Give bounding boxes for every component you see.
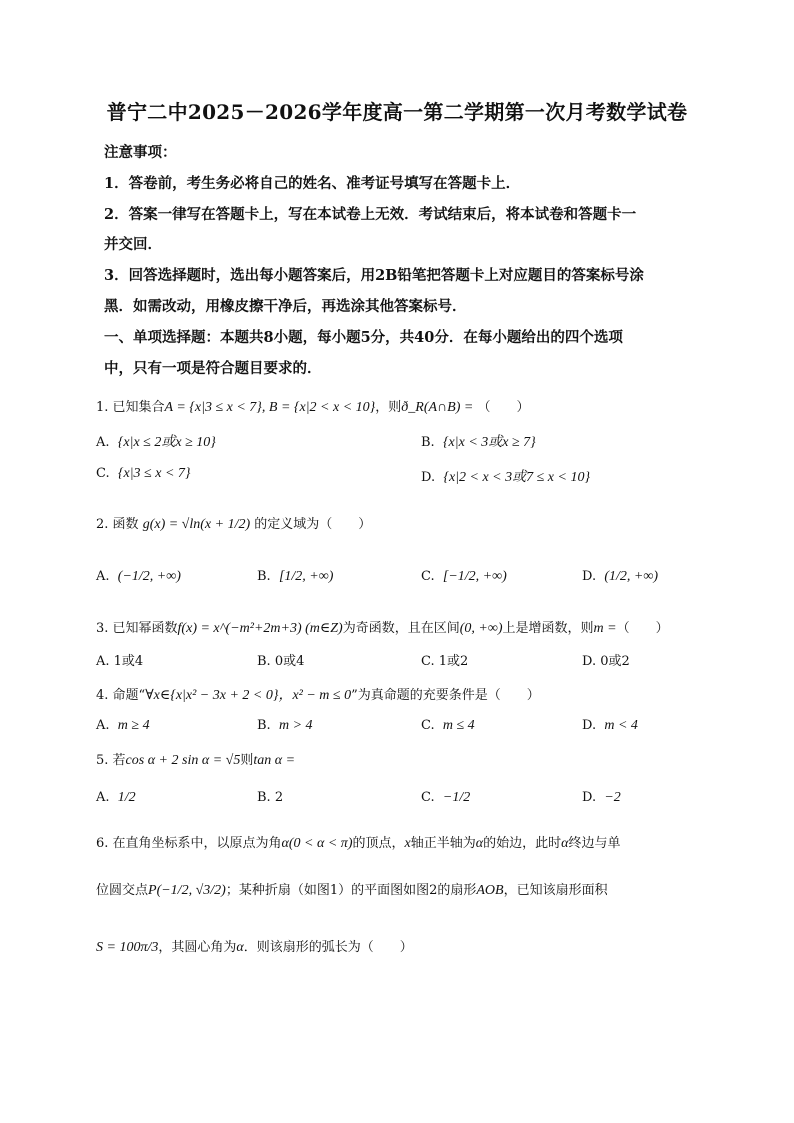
q3-option-a[interactable]: A. 1或4 xyxy=(96,654,144,669)
q4-option-b[interactable] xyxy=(257,718,313,734)
option-text: {x|3 ≤ x < 7} xyxy=(117,466,191,481)
q1-option-d[interactable] xyxy=(421,466,590,486)
q5-option-b[interactable]: B. 2 xyxy=(257,790,284,805)
option-text: m ≥ 4 xyxy=(117,718,150,733)
q4-stem: 4. 命题“ xyxy=(96,688,146,703)
q3-option-d[interactable]: D. 0或2 xyxy=(582,654,630,669)
notice-item-2-cont: 并交回． xyxy=(104,236,162,253)
option-text: m > 4 xyxy=(278,718,313,733)
q4-option-d[interactable] xyxy=(582,718,638,734)
option-text: m ≤ 4 xyxy=(442,718,475,733)
q6-sector-name: AOB xyxy=(476,883,504,898)
q6-text: ；某种折扇（如图1）的平面图如图2的扇形 xyxy=(225,883,477,898)
option-text: −1/2 xyxy=(442,790,471,805)
q6-text: ．则该扇形的弧长为（ ） xyxy=(243,940,413,955)
q1-option-c[interactable] xyxy=(96,466,191,482)
q3-option-b[interactable]: B. 0或4 xyxy=(257,654,305,669)
q3-interval: (0, +∞) xyxy=(459,621,503,636)
q6-x-var: x xyxy=(404,836,411,851)
option-text: [−1/2, +∞) xyxy=(442,569,507,584)
question-6-line-3 xyxy=(96,936,413,956)
q2-stem: 2. 函数 xyxy=(96,517,139,532)
notice-heading: 注意事项： xyxy=(104,144,177,161)
q3-stem: 3. 已知幂函数 xyxy=(96,621,178,636)
option-letter: C. xyxy=(421,790,435,805)
q5-option-c[interactable] xyxy=(421,790,470,806)
question-2 xyxy=(96,513,371,533)
q6-text: 轴正半轴为 xyxy=(410,836,476,851)
exam-title: 普宁二中2025－2026学年度高一第二学期第一次月考数学试卷 xyxy=(106,100,688,124)
section-heading-cont: 中，只有一项是符合题目要求的． xyxy=(104,360,322,377)
q4-option-c[interactable] xyxy=(421,718,475,734)
question-5 xyxy=(96,749,295,769)
q3-var: m = xyxy=(593,621,617,636)
q5-stem: 5. 若 xyxy=(96,753,126,768)
q6-text: 终边与单 xyxy=(568,836,621,851)
q1-complement: ð_R(A∩B) = xyxy=(401,400,474,415)
option-letter: C. xyxy=(96,466,110,481)
option-text: m < 4 xyxy=(604,718,638,733)
question-4 xyxy=(96,684,540,704)
q6-text: ，其圆心角为 xyxy=(158,940,237,955)
option-letter: C. xyxy=(421,718,435,733)
option-letter: B. xyxy=(421,435,435,450)
section-heading: 一、单项选择题：本题共8小题，每小题5分，共40分．在每小题给出的四个选项 xyxy=(104,329,623,346)
q4-proposition: ∀x∈{x|x² − 3x + 2 < 0}，x² − m ≤ 0 xyxy=(145,688,352,703)
q5-stem-mid: 则 xyxy=(240,753,254,768)
question-6-line-1 xyxy=(96,832,620,852)
q5-equation: cos α + 2 sin α = √5 xyxy=(125,753,241,768)
q6-text: ，已知该扇形面积 xyxy=(503,883,608,898)
q4-option-a[interactable] xyxy=(96,718,150,734)
q1-option-b[interactable] xyxy=(421,431,536,451)
q1-option-a[interactable] xyxy=(96,431,216,451)
option-text: {x|2 < x < 3或7 ≤ x < 10} xyxy=(443,470,591,485)
notice-item-3-cont: 黑．如需改动，用橡皮擦干净后，再选涂其他答案标号． xyxy=(104,298,467,315)
q5-option-d[interactable] xyxy=(582,790,621,806)
notice-item-1: 1．答卷前，考生务必将自己的姓名、准考证号填写在答题卡上． xyxy=(104,175,521,192)
option-text: 1/2 xyxy=(117,790,136,805)
q2-function: g(x) = √ln(x + 1/2) xyxy=(142,517,251,532)
option-letter: B. xyxy=(257,718,271,733)
option-letter: B. xyxy=(257,569,271,584)
q1-stem-mid: ，则 xyxy=(375,400,402,415)
q1-stem: 1. 已知集合 xyxy=(96,400,165,415)
question-6-line-2 xyxy=(96,879,608,899)
option-letter: A. xyxy=(96,790,110,805)
option-text: [1/2, +∞) xyxy=(278,569,334,584)
option-letter: A. xyxy=(96,569,110,584)
q2-stem-post: 的定义域为（ ） xyxy=(254,517,372,532)
option-text: (1/2, +∞) xyxy=(604,569,659,584)
q6-area: S = 100π/3 xyxy=(96,940,159,955)
option-letter: C. xyxy=(421,569,435,584)
notice-item-2: 2．答案一律写在答题卡上，写在本试卷上无效．考试结束后，将本试卷和答题卡一 xyxy=(104,206,637,223)
option-letter: D. xyxy=(421,470,436,485)
option-letter: D. xyxy=(582,569,597,584)
q6-alpha: α xyxy=(561,836,569,851)
q6-text: 的顶点， xyxy=(352,836,405,851)
question-3 xyxy=(96,617,669,637)
option-text: {x|x ≤ 2或x ≥ 10} xyxy=(117,435,216,450)
option-text: (−1/2, +∞) xyxy=(117,569,181,584)
q3-paren: （ ） xyxy=(616,621,669,636)
q2-option-a[interactable] xyxy=(96,569,181,585)
q2-option-b[interactable] xyxy=(257,569,333,585)
q3-function: f(x) = x^(−m²+2m+3) (m∈Z) xyxy=(177,621,343,636)
q5-option-a[interactable] xyxy=(96,790,136,806)
q1-paren: （ ） xyxy=(477,400,530,415)
notice-item-3: 3．回答选择题时，选出每小题答案后，用2B铅笔把答题卡上对应题目的答案标号涂 xyxy=(104,267,644,284)
q6-text: 的始边，此时 xyxy=(483,836,562,851)
q2-option-d[interactable] xyxy=(582,569,658,585)
option-letter: D. xyxy=(582,718,597,733)
q4-stem-post: ”为真命题的充要条件是（ ） xyxy=(351,688,540,703)
q6-angle-range: α(0 < α < π) xyxy=(281,836,353,851)
option-letter: D. xyxy=(582,790,597,805)
q3-option-c[interactable]: C. 1或2 xyxy=(421,654,469,669)
q6-alpha: α xyxy=(475,836,484,851)
option-letter: A. xyxy=(96,718,110,733)
q3-stem-post: 上是增函数，则 xyxy=(502,621,594,636)
q5-target: tan α = xyxy=(253,753,296,768)
q3-stem-mid: 为奇函数，且在区间 xyxy=(342,621,460,636)
option-text: {x|x < 3或x ≥ 7} xyxy=(442,435,536,450)
q1-sets: A = {x|3 ≤ x < 7}, B = {x|2 < x < 10} xyxy=(164,400,376,415)
q2-option-c[interactable] xyxy=(421,569,507,585)
option-text: −2 xyxy=(604,790,621,805)
q6-text: 位圆交点 xyxy=(96,883,149,898)
option-letter: A. xyxy=(96,435,110,450)
q6-point: P(−1/2, √3/2) xyxy=(148,883,226,898)
q6-text: 6. 在直角坐标系中，以原点为角 xyxy=(96,836,282,851)
question-1 xyxy=(96,396,529,416)
q6-alpha: α xyxy=(236,940,244,955)
